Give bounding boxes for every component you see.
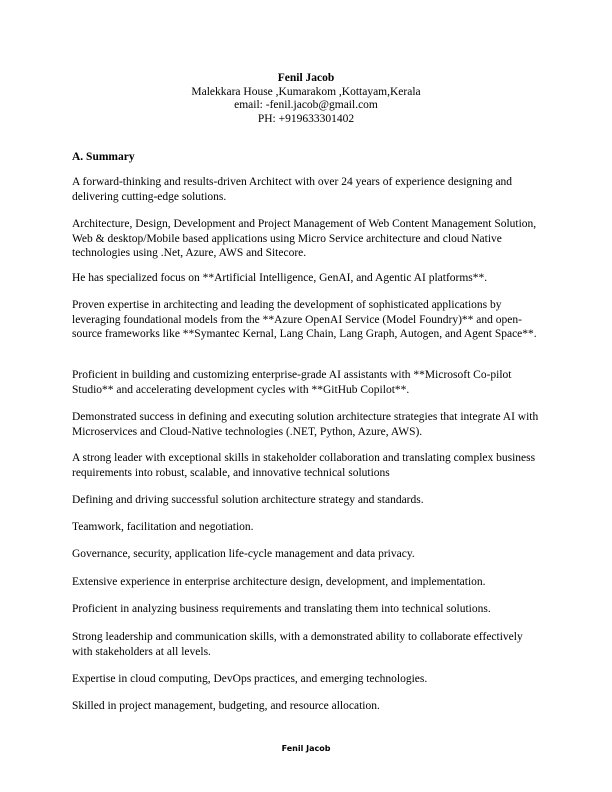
summary-paragraph: Architecture, Design, Development and Project Management of Web Content Management Solution, Web & desktop/Mobile based applications using Micro Service architecture and cloud Native technologies using .Net, Azure, AWS and Sitecore.: [72, 218, 537, 259]
summary-paragraph: Teamwork, facilitation and negotiation.: [72, 521, 254, 533]
summary-heading: A. Summary: [72, 151, 135, 163]
candidate-name: Fenil Jacob: [277, 72, 335, 84]
summary-paragraph: Strong leadership and communication skills, with a demonstrated ability to collaborate effectively with stakeholders at all levels.: [72, 631, 523, 658]
summary-paragraph: A strong leader with exceptional skills in stakeholder collaboration and translating complex business requirements into robust, scalable, and innovative technical solutions: [72, 452, 536, 479]
phone-line: PH: +919633301402: [257, 112, 355, 125]
summary-paragraph: Governance, security, application life-cycle management and data privacy.: [72, 548, 415, 560]
summary-paragraph: Expertise in cloud computing, DevOps practices, and emerging technologies.: [72, 673, 428, 685]
page-footer: Fenil Jacob: [281, 744, 331, 753]
summary-paragraph: Demonstrated success in defining and executing solution architecture strategies that integrate AI with Microservices and Cloud-Native technologies (.NET, Python, Azure, AWS).: [72, 411, 539, 438]
summary-paragraph: Proficient in building and customizing enterprise-grade AI assistants with **Microsoft Co-pilot Studio** and accelerating development cycles with **GitHub Copilot**.: [72, 369, 512, 396]
summary-paragraph: Defining and driving successful solution architecture strategy and standards.: [72, 494, 424, 506]
address-line: Malekkara House ,Kumarakom ,Kottayam,Kerala: [191, 85, 421, 98]
summary-paragraph: Proficient in analyzing business requirements and translating them into technical solutions.: [72, 603, 491, 615]
summary-paragraph: Extensive experience in enterprise architecture design, development, and implementation.: [72, 576, 486, 588]
contact-header: [0, 72, 612, 126]
summary-paragraph: Proven expertise in architecting and leading the development of sophisticated applications by leveraging foundational models from the **Azure OpenAI Service (Model Foundry)** and open-source frameworks like **Symantec Kernal, Lang Chain, Lang Graph, Autogen, and Agent Space**.: [72, 299, 537, 340]
summary-paragraph: A forward-thinking and results-driven Architect with over 24 years of experience designing and delivering cutting-edge solutions.: [72, 176, 513, 203]
email-line: email: -fenil.jacob@gmail.com: [234, 99, 378, 111]
summary-paragraph: Skilled in project management, budgeting, and resource allocation.: [72, 700, 380, 712]
summary-paragraph: He has specialized focus on **Artificial Intelligence, GenAI, and Agentic AI platforms**.: [72, 272, 488, 284]
